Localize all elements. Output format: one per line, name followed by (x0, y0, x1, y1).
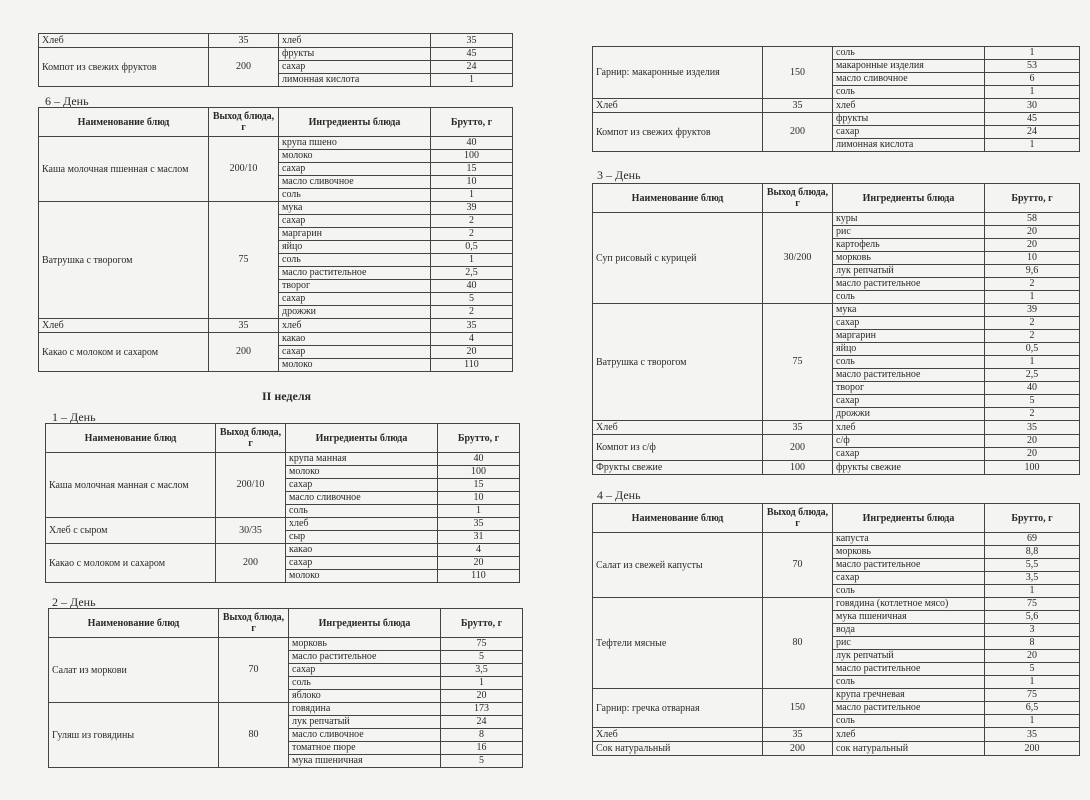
table-row (593, 213, 1080, 226)
ingredient-name: крупа манная (286, 453, 438, 466)
menu-table (48, 608, 523, 768)
table-row (593, 304, 1080, 317)
ingredient-name: хлеб (833, 728, 985, 742)
ingredient-name: сыр (286, 531, 438, 544)
ingredient-gross: 24 (985, 126, 1080, 139)
day-4-title: 4 – День (597, 488, 641, 502)
ingredient-gross: 100 (985, 461, 1080, 475)
menu-table (45, 423, 520, 583)
ingredient-name: хлеб (279, 319, 431, 333)
dish-name: Каша молочная пшенная с маслом (39, 137, 209, 202)
day-2-title: 2 – День (52, 595, 96, 609)
ingredient-gross: 100 (431, 150, 513, 163)
ingredient-name: молоко (279, 150, 431, 163)
ingredient-gross: 1 (985, 139, 1080, 152)
ingredient-name: хлеб (833, 421, 985, 435)
table-row (46, 453, 520, 466)
ingredient-name: вода (833, 624, 985, 637)
ingredient-gross: 75 (985, 689, 1080, 702)
ingredient-name: сахар (289, 664, 441, 677)
column-header-gross: Брутто, г (438, 424, 520, 453)
day-1-title: 1 – День (52, 410, 96, 424)
dish-yield: 200 (209, 48, 279, 87)
ingredient-name: сахар (833, 317, 985, 330)
ingredient-name: морковь (833, 546, 985, 559)
table-day-3 (592, 183, 1080, 475)
table-row (593, 99, 1080, 113)
ingredient-name: масло растительное (289, 651, 441, 664)
dish-yield: 70 (219, 638, 289, 703)
ingredient-name: соль (289, 677, 441, 690)
table-row (593, 689, 1080, 702)
table-row (593, 598, 1080, 611)
header-row (46, 424, 520, 453)
dish-name: Компот из с/ф (593, 435, 763, 461)
ingredient-name: хлеб (279, 34, 431, 48)
ingredient-name: масло сливочное (289, 729, 441, 742)
ingredient-gross: 20 (985, 226, 1080, 239)
ingredient-name: лимонная кислота (833, 139, 985, 152)
dish-yield: 150 (763, 47, 833, 99)
ingredient-name: лук репчатый (289, 716, 441, 729)
ingredient-gross: 1 (441, 677, 523, 690)
ingredient-name: картофель (833, 239, 985, 252)
ingredient-gross: 5 (431, 293, 513, 306)
ingredient-gross: 30 (985, 99, 1080, 113)
ingredient-name: творог (833, 382, 985, 395)
table-row (593, 742, 1080, 756)
ingredient-gross: 1 (431, 189, 513, 202)
ingredient-name: хлеб (833, 99, 985, 113)
column-header-ingredients: Ингредиенты блюда (833, 184, 985, 213)
column-header-gross: Брутто, г (985, 504, 1080, 533)
ingredient-name: лук репчатый (833, 650, 985, 663)
dish-name: Хлеб (593, 421, 763, 435)
menu-table (38, 33, 513, 87)
ingredient-name: соль (833, 47, 985, 60)
ingredient-name: куры (833, 213, 985, 226)
ingredient-gross: 4 (438, 544, 520, 557)
header-row (593, 504, 1080, 533)
ingredient-gross: 75 (985, 598, 1080, 611)
dish-name: Ватрушка с творогом (593, 304, 763, 421)
dish-name: Хлеб (593, 728, 763, 742)
ingredient-name: масло растительное (833, 663, 985, 676)
ingredient-gross: 2 (431, 215, 513, 228)
ingredient-name: сахар (279, 215, 431, 228)
dish-yield: 200 (216, 544, 286, 583)
dish-name: Суп рисовый с курицей (593, 213, 763, 304)
ingredient-name: мука (279, 202, 431, 215)
ingredient-name: мука пшеничная (289, 755, 441, 768)
dish-name: Тефтели мясные (593, 598, 763, 689)
ingredient-gross: 1 (985, 47, 1080, 60)
ingredient-gross: 9,6 (985, 265, 1080, 278)
table-row (39, 333, 513, 346)
dish-name: Салат из свежей капусты (593, 533, 763, 598)
dish-name: Хлеб с сыром (46, 518, 216, 544)
ingredient-name: соль (833, 715, 985, 728)
header-row (39, 108, 513, 137)
dish-name: Салат из моркови (49, 638, 219, 703)
dish-yield: 80 (219, 703, 289, 768)
column-header-yield: Выход блюда, г (763, 504, 833, 533)
ingredient-name: соль (833, 86, 985, 99)
dish-name: Гуляш из говядины (49, 703, 219, 768)
ingredient-name: яйцо (833, 343, 985, 356)
ingredient-name: соль (833, 585, 985, 598)
dish-yield: 35 (209, 34, 279, 48)
ingredient-gross: 1 (438, 505, 520, 518)
ingredient-name: молоко (279, 359, 431, 372)
ingredient-name: крупа пшено (279, 137, 431, 150)
table-row (593, 113, 1080, 126)
ingredient-name: хлеб (286, 518, 438, 531)
table-day-1 (45, 423, 520, 583)
ingredient-gross: 5 (441, 755, 523, 768)
ingredient-name: морковь (289, 638, 441, 651)
table-row (49, 703, 523, 716)
ingredient-name: фрукты свежие (833, 461, 985, 475)
dish-yield: 30/200 (763, 213, 833, 304)
ingredient-name: масло растительное (833, 278, 985, 291)
ingredient-gross: 0,5 (431, 241, 513, 254)
ingredient-name: сахар (833, 572, 985, 585)
ingredient-name: рис (833, 637, 985, 650)
ingredient-gross: 3,5 (985, 572, 1080, 585)
ingredient-gross: 110 (431, 359, 513, 372)
ingredient-gross: 110 (438, 570, 520, 583)
ingredient-name: сахар (279, 61, 431, 74)
ingredient-gross: 8 (441, 729, 523, 742)
dish-yield: 200/10 (209, 137, 279, 202)
dish-yield: 35 (209, 319, 279, 333)
dish-yield: 70 (763, 533, 833, 598)
ingredient-gross: 1 (431, 74, 513, 87)
ingredient-name: соль (279, 254, 431, 267)
ingredient-name: дрожжи (833, 408, 985, 421)
dish-yield: 150 (763, 689, 833, 728)
ingredient-name: говядина (289, 703, 441, 716)
column-header-gross: Брутто, г (431, 108, 513, 137)
ingredient-name: соль (279, 189, 431, 202)
ingredient-gross: 10 (431, 176, 513, 189)
ingredient-gross: 1 (985, 715, 1080, 728)
ingredient-name: соль (833, 291, 985, 304)
ingredient-name: макаронные изделия (833, 60, 985, 73)
dish-yield: 35 (763, 728, 833, 742)
column-header-dish: Наименование блюд (46, 424, 216, 453)
ingredient-name: какао (279, 333, 431, 346)
table-row (593, 728, 1080, 742)
ingredient-name: масло растительное (833, 702, 985, 715)
table-row (39, 319, 513, 333)
table-row (49, 638, 523, 651)
ingredient-gross: 20 (438, 557, 520, 570)
ingredient-name: сахар (279, 293, 431, 306)
dish-yield: 30/35 (216, 518, 286, 544)
ingredient-gross: 1 (985, 585, 1080, 598)
ingredient-gross: 20 (985, 448, 1080, 461)
dish-name: Хлеб (593, 99, 763, 113)
ingredient-gross: 35 (985, 421, 1080, 435)
menu-table (592, 183, 1080, 475)
ingredient-gross: 20 (985, 239, 1080, 252)
ingredient-gross: 40 (431, 137, 513, 150)
table-top-left (38, 33, 513, 87)
ingredient-gross: 200 (985, 742, 1080, 756)
table-row (593, 533, 1080, 546)
table-day-6 (38, 107, 513, 372)
ingredient-name: яблоко (289, 690, 441, 703)
ingredient-gross: 3 (985, 624, 1080, 637)
ingredient-gross: 1 (985, 356, 1080, 369)
ingredient-gross: 2 (431, 228, 513, 241)
table-day-2 (48, 608, 523, 768)
column-header-ingredients: Ингредиенты блюда (833, 504, 985, 533)
ingredient-name: сахар (279, 346, 431, 359)
ingredient-gross: 53 (985, 60, 1080, 73)
day-3-title: 3 – День (597, 168, 641, 182)
dish-name: Фрукты свежие (593, 461, 763, 475)
table-row (46, 518, 520, 531)
dish-yield: 200/10 (216, 453, 286, 518)
ingredient-gross: 35 (985, 728, 1080, 742)
column-header-yield: Выход блюда, г (216, 424, 286, 453)
ingredient-gross: 75 (441, 638, 523, 651)
ingredient-gross: 20 (985, 650, 1080, 663)
ingredient-name: с/ф (833, 435, 985, 448)
dish-name: Хлеб (39, 34, 209, 48)
dish-name: Какао с молоком и сахаром (46, 544, 216, 583)
dish-name: Сок натуральный (593, 742, 763, 756)
ingredient-gross: 69 (985, 533, 1080, 546)
column-header-dish: Наименование блюд (39, 108, 209, 137)
week-2-title: II неделя (262, 389, 312, 403)
ingredient-gross: 40 (431, 280, 513, 293)
table-row (39, 34, 513, 48)
dish-yield: 200 (209, 333, 279, 372)
ingredient-name: соль (833, 676, 985, 689)
ingredient-gross: 8,8 (985, 546, 1080, 559)
ingredient-name: масло сливочное (286, 492, 438, 505)
ingredient-gross: 2,5 (431, 267, 513, 280)
ingredient-gross: 4 (431, 333, 513, 346)
ingredient-name: молоко (286, 570, 438, 583)
ingredient-gross: 35 (431, 319, 513, 333)
ingredient-gross: 10 (985, 252, 1080, 265)
column-header-yield: Выход блюда, г (209, 108, 279, 137)
ingredient-gross: 1 (985, 291, 1080, 304)
ingredient-gross: 15 (431, 163, 513, 176)
ingredient-name: маргарин (279, 228, 431, 241)
ingredient-gross: 24 (441, 716, 523, 729)
ingredient-name: говядина (котлетное мясо) (833, 598, 985, 611)
ingredient-gross: 3,5 (441, 664, 523, 677)
ingredient-gross: 5 (985, 663, 1080, 676)
ingredient-name: яйцо (279, 241, 431, 254)
dish-name: Каша молочная манная с маслом (46, 453, 216, 518)
ingredient-gross: 20 (441, 690, 523, 703)
ingredient-name: мука (833, 304, 985, 317)
ingredient-name: масло сливочное (833, 73, 985, 86)
ingredient-name: масло растительное (833, 559, 985, 572)
ingredient-gross: 20 (431, 346, 513, 359)
column-header-gross: Брутто, г (985, 184, 1080, 213)
dish-yield: 35 (763, 421, 833, 435)
ingredient-name: лимонная кислота (279, 74, 431, 87)
ingredient-name: сахар (833, 448, 985, 461)
ingredient-gross: 6,5 (985, 702, 1080, 715)
ingredient-gross: 2 (431, 306, 513, 319)
dish-yield: 75 (763, 304, 833, 421)
table-row (46, 544, 520, 557)
ingredient-name: фрукты (279, 48, 431, 61)
ingredient-name: дрожжи (279, 306, 431, 319)
ingredient-name: творог (279, 280, 431, 293)
ingredient-name: сахар (286, 479, 438, 492)
ingredient-gross: 35 (431, 34, 513, 48)
right-page (545, 0, 1090, 800)
table-row (39, 137, 513, 150)
ingredient-gross: 58 (985, 213, 1080, 226)
ingredient-gross: 1 (985, 676, 1080, 689)
dish-yield: 200 (763, 113, 833, 152)
ingredient-gross: 0,5 (985, 343, 1080, 356)
dish-name: Хлеб (39, 319, 209, 333)
ingredient-gross: 31 (438, 531, 520, 544)
ingredient-name: сахар (833, 395, 985, 408)
ingredient-gross: 1 (431, 254, 513, 267)
ingredient-gross: 5 (985, 395, 1080, 408)
ingredient-name: фрукты (833, 113, 985, 126)
table-top-right (592, 46, 1080, 152)
table-row (593, 435, 1080, 448)
column-header-ingredients: Ингредиенты блюда (286, 424, 438, 453)
table-row (593, 421, 1080, 435)
ingredient-name: какао (286, 544, 438, 557)
ingredient-gross: 15 (438, 479, 520, 492)
column-header-ingredients: Ингредиенты блюда (289, 609, 441, 638)
table-row (39, 48, 513, 61)
ingredient-gross: 100 (438, 466, 520, 479)
header-row (49, 609, 523, 638)
column-header-gross: Брутто, г (441, 609, 523, 638)
ingredient-name: морковь (833, 252, 985, 265)
ingredient-gross: 40 (985, 382, 1080, 395)
ingredient-gross: 16 (441, 742, 523, 755)
dish-yield: 75 (209, 202, 279, 319)
ingredient-gross: 20 (985, 435, 1080, 448)
menu-table (592, 46, 1080, 152)
ingredient-gross: 8 (985, 637, 1080, 650)
ingredient-name: крупа гречневая (833, 689, 985, 702)
ingredient-name: сахар (833, 126, 985, 139)
column-header-ingredients: Ингредиенты блюда (279, 108, 431, 137)
ingredient-gross: 2 (985, 317, 1080, 330)
menu-table (38, 107, 513, 372)
ingredient-name: масло растительное (833, 369, 985, 382)
ingredient-gross: 2 (985, 278, 1080, 291)
column-header-dish: Наименование блюд (593, 184, 763, 213)
ingredient-gross: 45 (431, 48, 513, 61)
menu-table (592, 503, 1080, 756)
dish-name: Гарнир: гречка отварная (593, 689, 763, 728)
ingredient-name: сок натуральный (833, 742, 985, 756)
ingredient-gross: 173 (441, 703, 523, 716)
ingredient-name: сахар (279, 163, 431, 176)
ingredient-name: молоко (286, 466, 438, 479)
table-day-4 (592, 503, 1080, 756)
dish-yield: 200 (763, 742, 833, 756)
ingredient-name: маргарин (833, 330, 985, 343)
ingredient-gross: 39 (985, 304, 1080, 317)
dish-name: Компот из свежих фруктов (39, 48, 209, 87)
ingredient-gross: 40 (438, 453, 520, 466)
column-header-dish: Наименование блюд (593, 504, 763, 533)
ingredient-gross: 2 (985, 408, 1080, 421)
ingredient-gross: 2,5 (985, 369, 1080, 382)
column-header-yield: Выход блюда, г (763, 184, 833, 213)
ingredient-gross: 24 (431, 61, 513, 74)
table-row (593, 47, 1080, 60)
ingredient-gross: 6 (985, 73, 1080, 86)
ingredient-gross: 35 (438, 518, 520, 531)
dish-name: Ватрушка с творогом (39, 202, 209, 319)
ingredient-name: соль (286, 505, 438, 518)
table-row (593, 461, 1080, 475)
dish-name: Компот из свежих фруктов (593, 113, 763, 152)
ingredient-gross: 45 (985, 113, 1080, 126)
ingredient-name: соль (833, 356, 985, 369)
dish-yield: 80 (763, 598, 833, 689)
dish-name: Гарнир: макаронные изделия (593, 47, 763, 99)
ingredient-gross: 2 (985, 330, 1080, 343)
ingredient-gross: 10 (438, 492, 520, 505)
table-row (39, 202, 513, 215)
ingredient-gross: 39 (431, 202, 513, 215)
ingredient-name: рис (833, 226, 985, 239)
column-header-dish: Наименование блюд (49, 609, 219, 638)
ingredient-name: сахар (286, 557, 438, 570)
dish-name: Какао с молоком и сахаром (39, 333, 209, 372)
day-6-title: 6 – День (45, 94, 89, 108)
ingredient-gross: 5,5 (985, 559, 1080, 572)
dish-yield: 35 (763, 99, 833, 113)
dish-yield: 100 (763, 461, 833, 475)
dish-yield: 200 (763, 435, 833, 461)
ingredient-name: капуста (833, 533, 985, 546)
column-header-yield: Выход блюда, г (219, 609, 289, 638)
ingredient-name: мука пшеничная (833, 611, 985, 624)
ingredient-gross: 1 (985, 86, 1080, 99)
ingredient-name: масло растительное (279, 267, 431, 280)
ingredient-name: лук репчатый (833, 265, 985, 278)
ingredient-name: масло сливочное (279, 176, 431, 189)
ingredient-name: томатное пюре (289, 742, 441, 755)
ingredient-gross: 5,6 (985, 611, 1080, 624)
ingredient-gross: 5 (441, 651, 523, 664)
header-row (593, 184, 1080, 213)
